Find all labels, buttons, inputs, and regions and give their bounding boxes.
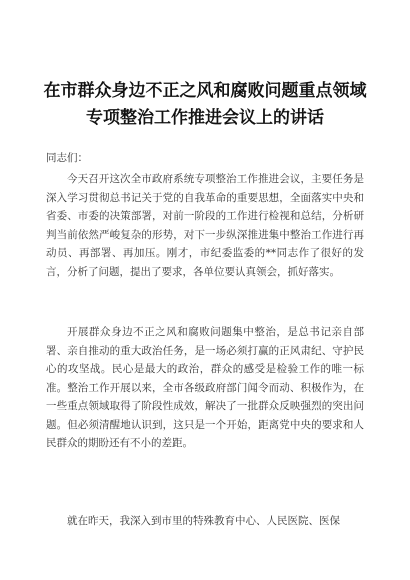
- paragraph-3: 就在昨天，我深入到市里的特殊教育中心、人民医院、医保: [67, 515, 340, 527]
- salutation: 同志们：: [46, 152, 88, 164]
- document-title: 在市群众身边不正之风和腐败问题重点领域专项整治工作推进会议上的讲话: [43, 81, 367, 128]
- paragraph-1: 今天召开这次全市政府系统专项整治工作推进会议，主要任务是深入学习贯彻总书记关于党的自我革命的重要思想，全面落实中央和省委、市委的决策部署，对前一阶段的工作进行检视和总结，分析研判当前依然严峻复杂的形势，对下一步纵深推进集中整治工作进行再动员、再部署、再加压。刚才，市纪委监委的**同志作了很好的发言，分析了问题，提出了要求，各单位要认真领会，抓好落实。: [46, 173, 364, 278]
- paragraph-2: 开展群众身边不正之风和腐败问题集中整治，是总书记亲自部署、亲自推动的重大政治任务，是一场必须打赢的正风肃纪、守护民心的攻坚战。民心是最大的政治，群众的感受是检验工作的唯一标准。整治工作开展以来，全市各级政府部门闻令而动、积极作为，在一些重点领域取得了阶段性成效，解决了一批群众反映强烈的突出问题。但必须清醒地认识到，这只是一个开始，距离党中央的要求和人民群众的期盼还有不小的差距。: [46, 326, 364, 449]
